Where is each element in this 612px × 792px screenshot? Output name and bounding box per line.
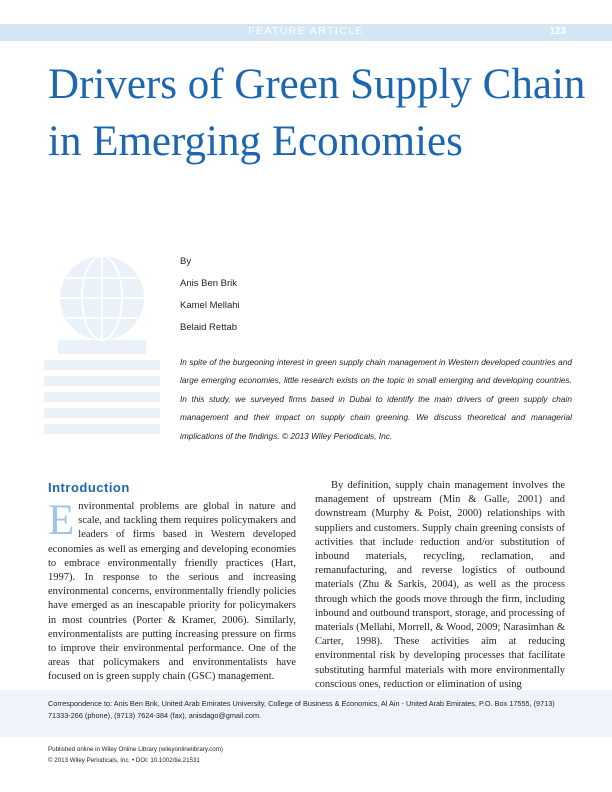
publication-info <box>48 744 223 766</box>
byline-by-label: By <box>180 256 192 267</box>
byline <box>180 256 240 344</box>
introduction-heading: Introduction <box>48 480 130 495</box>
introduction-paragraph-2: By definition, supply chain management involves the management of upstream (Min & Galle, 2001) and downstream (Murphy & Poist, 2000) relationships with suppliers and customers. Supply chain greening consists of activities that include reduction and/or substitution of inbound materials, recycling, reclamation, and remanufacturing, and reverse logistics of outbound materials (Zhu & Sarkis, 2004), as well as the process through which the goods move through the firm, including inbound and outbound transport, storage, and processing of materials (Mellahi, Morrell, & Wood, 2009; Narasimhan & Carter, 1998). These activities aim at reducing environmental risk by developing processes that facilitate substituting harmful materials with more environmentally conscious ones, reduction or elimination of using <box>315 480 565 690</box>
abstract: In spite of the burgeoning interest in green supply chain management in Western developed countries and large emerging economies, little research exists on the topic in small emerging and developing countries. In this study, we surveyed firms based in Dubai to identify the main drivers of green supply chain management and their impact on supply chain greening. We discuss theoretical and managerial implications of the findings. © 2013 Wiley Periodicals, Inc. <box>180 357 572 441</box>
published-online-line: Published online in Wiley Online Library (wileyonlinelibrary.com) <box>48 746 223 753</box>
author-name: Belaid Rettab <box>180 322 238 333</box>
body-column-left <box>48 497 296 685</box>
header-banner <box>0 24 612 41</box>
body-column-right <box>315 479 565 692</box>
section-label: FEATURE ARTICLE <box>248 25 364 37</box>
page-number: 123 <box>549 26 566 37</box>
globe-watermark-icon <box>28 236 188 446</box>
author-name: Kamel Mellahi <box>180 300 240 311</box>
author-name: Anis Ben Brik <box>180 278 238 289</box>
correspondence-note: Correspondence to: Anis Ben Brik, United Arab Emirates University, College of Business & Economics, Al Ain - United Arab Emirates, P.O. Box 17555, (9713) 71333-266 (phone), (9713) 7624-384 (fax), anisdago@gmail.com. <box>48 699 555 720</box>
copyright-doi-line: © 2013 Wiley Periodicals, Inc. • DOI: 10.1002/tie.21531 <box>48 757 200 764</box>
article-title: Drivers of Green Supply Chain in Emerging Economies <box>48 61 586 165</box>
drop-cap: E <box>48 497 75 544</box>
introduction-paragraph-1: nvironmental problems are global in nature and scale, and tackling them requires policymakers and leaders of firms based in Western developed economies as well as emerging and developing economies to embrace environmentally friendly practices (Hart, 1997). In response to the serious and increasing environmental concerns, environmentally friendly policies have emerged as an inescapable priority for policymakers in most countries (Porter & Kramer, 2006). Similarly, environmentalists are putting increasing pressure on firms to improve their environmental performance. One of the areas that policymakers and environmentalists have focused on is green supply chain (GSC) management. <box>48 501 296 683</box>
